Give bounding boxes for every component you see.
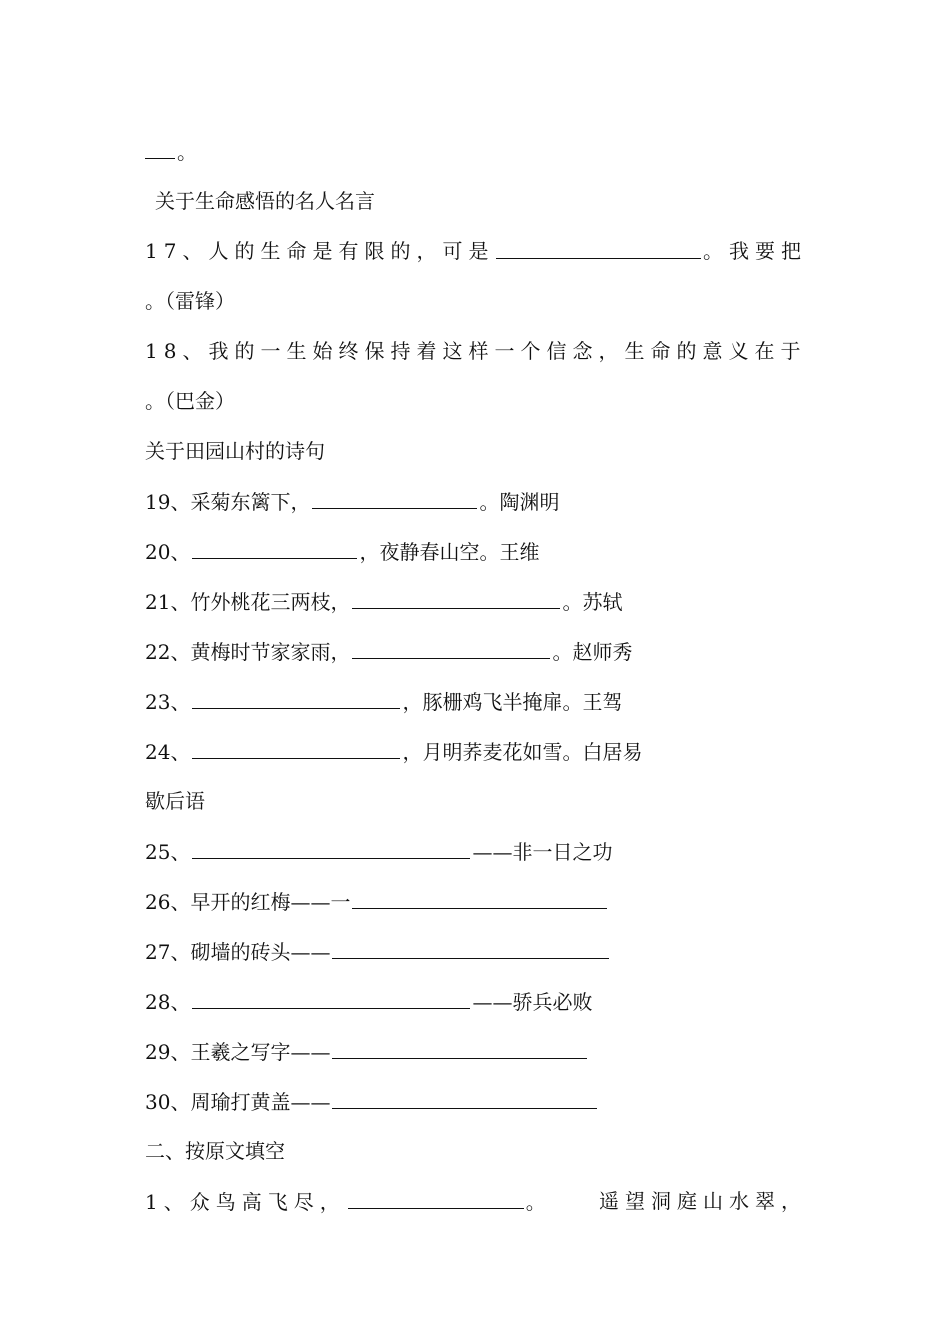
answer-blank[interactable] [192, 736, 400, 759]
question-18-attribution: 。（巴金） [145, 389, 235, 413]
answer-blank[interactable] [192, 986, 470, 1009]
section-heading-xiehouyu: 歇后语 [145, 789, 205, 813]
question-26: 26、早开的红梅——一 [145, 886, 609, 916]
section-heading-pastoral-poems: 关于田园山村的诗句 [145, 439, 325, 463]
answer-blank[interactable] [352, 586, 560, 609]
question-23: 23、 ，豚栅鸡飞半掩扉。王驾 [145, 686, 622, 716]
answer-blank[interactable] [192, 536, 357, 559]
question-22: 22、黄梅时节家家雨， 。赵师秀 [145, 636, 632, 666]
question-29: 29、王羲之写字—— [145, 1036, 589, 1066]
answer-blank[interactable] [192, 836, 470, 859]
section-heading-fill-original: 二、按原文填空 [145, 1139, 285, 1163]
continuation-line [145, 136, 197, 166]
question-17-text-end: 。我要把 [703, 239, 807, 263]
answer-blank[interactable] [352, 886, 607, 909]
answer-blank[interactable] [332, 936, 609, 959]
question-30: 30、周瑜打黄盖—— [145, 1086, 599, 1116]
question-25: 25、 ——非一日之功 [145, 836, 612, 866]
question-20: 20、 ，夜静春山空。王维 [145, 536, 539, 566]
question-27: 27、砌墙的砖头—— [145, 936, 611, 966]
answer-blank[interactable] [312, 486, 477, 509]
answer-blank[interactable] [348, 1186, 524, 1209]
answer-blank[interactable] [332, 1086, 597, 1109]
answer-blank[interactable] [145, 136, 175, 159]
question-28: 28、 ——骄兵必败 [145, 986, 592, 1016]
question-18-text: 18、我的一生始终保持着这样一个信念，生命的意义在于 [145, 339, 807, 363]
answer-blank[interactable] [496, 236, 701, 259]
question-24: 24、 ，月明荞麦花如雪。白居易 [145, 736, 642, 766]
question-19: 19、采菊东篱下， 。陶渊明 [145, 486, 559, 516]
punctuation: 。 [177, 140, 197, 164]
answer-blank[interactable] [192, 686, 400, 709]
section-heading-life-quotes: 关于生命感悟的名人名言 [155, 189, 375, 213]
answer-blank[interactable] [332, 1036, 587, 1059]
question-1: 1、众鸟高飞尽， 。 遥望洞庭山水翠， [145, 1186, 807, 1216]
question-17-text: 17、人的生命是有限的，可是 [145, 239, 495, 263]
question-17-attribution: 。（雷锋） [145, 289, 235, 313]
question-21: 21、竹外桃花三两枝， 。苏轼 [145, 586, 622, 616]
question-18 [145, 336, 807, 366]
question-17 [145, 236, 807, 266]
answer-blank[interactable] [352, 636, 550, 659]
